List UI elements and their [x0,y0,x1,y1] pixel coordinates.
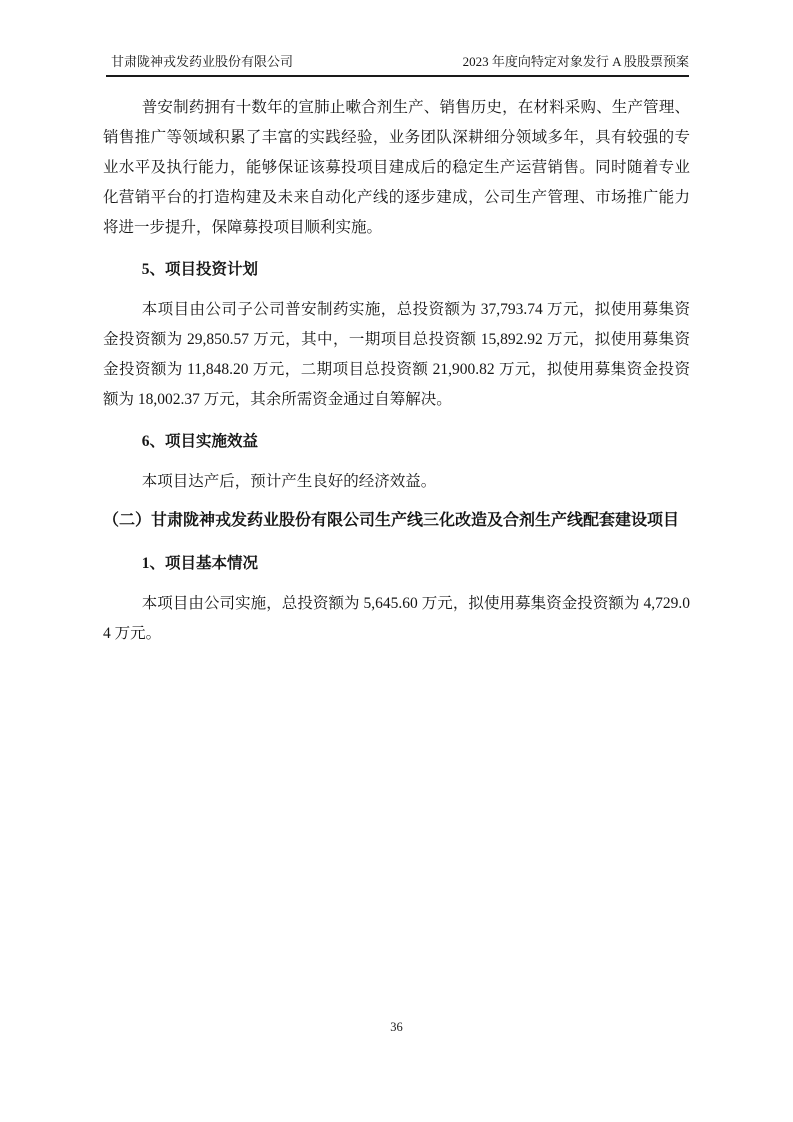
document-body [103,93,690,649]
paragraph-investment-figures: 本项目由公司子公司普安制药实施，总投资额为 37,793.74 万元，拟使用募集资金投资额为 29,850.57 万元，其中，一期项目总投资额 15,892.92 万元，拟使用募集资金投资额为 11,848.20 万元，二期项目总投资额 21,900.82 万元，拟使用募集资金投资额为 18,002.37 万元，其余所需资金通过自筹解决。 [103,301,690,408]
header-doc-title: 2023 年度向特定对象发行 A 股股票预案 [462,54,689,69]
heading-project-basic-info: 1、项目基本情况 [141,555,259,572]
paragraph-economic-benefit: 本项目达产后，预计产生良好的经济效益。 [141,473,437,490]
heading-section-two-production-line-project: （二）甘肃陇神戎发药业股份有限公司生产线三化改造及合剂生产线配套建设项目 [103,512,680,529]
page-footer [0,1020,793,1035]
header-company-name: 甘肃陇神戎发药业股份有限公司 [111,54,294,69]
heading-project-investment-plan: 5、项目投资计划 [141,261,259,278]
page-number: 36 [390,1020,403,1034]
page-header [106,54,689,77]
paragraph-puan-experience: 普安制药拥有十数年的宣肺止嗽合剂生产、销售历史，在材料采购、生产管理、销售推广等领域积累了丰富的实践经验，业务团队深耕细分领域多年，具有较强的专业水平及执行能力，能够保证该募投项目建成后的稳定生产运营销售。同时随着专业化营销平台的打造构建及未来自动化产线的逐步建成，公司生产管理、市场推广能力将进一步提升，保障募投项目顺利实施。 [103,99,690,236]
paragraph-project-basic-figures: 本项目由公司实施，总投资额为 5,645.60 万元，拟使用募集资金投资额为 4,729.04 万元。 [103,595,690,642]
heading-project-implementation-benefit: 6、项目实施效益 [141,433,259,450]
